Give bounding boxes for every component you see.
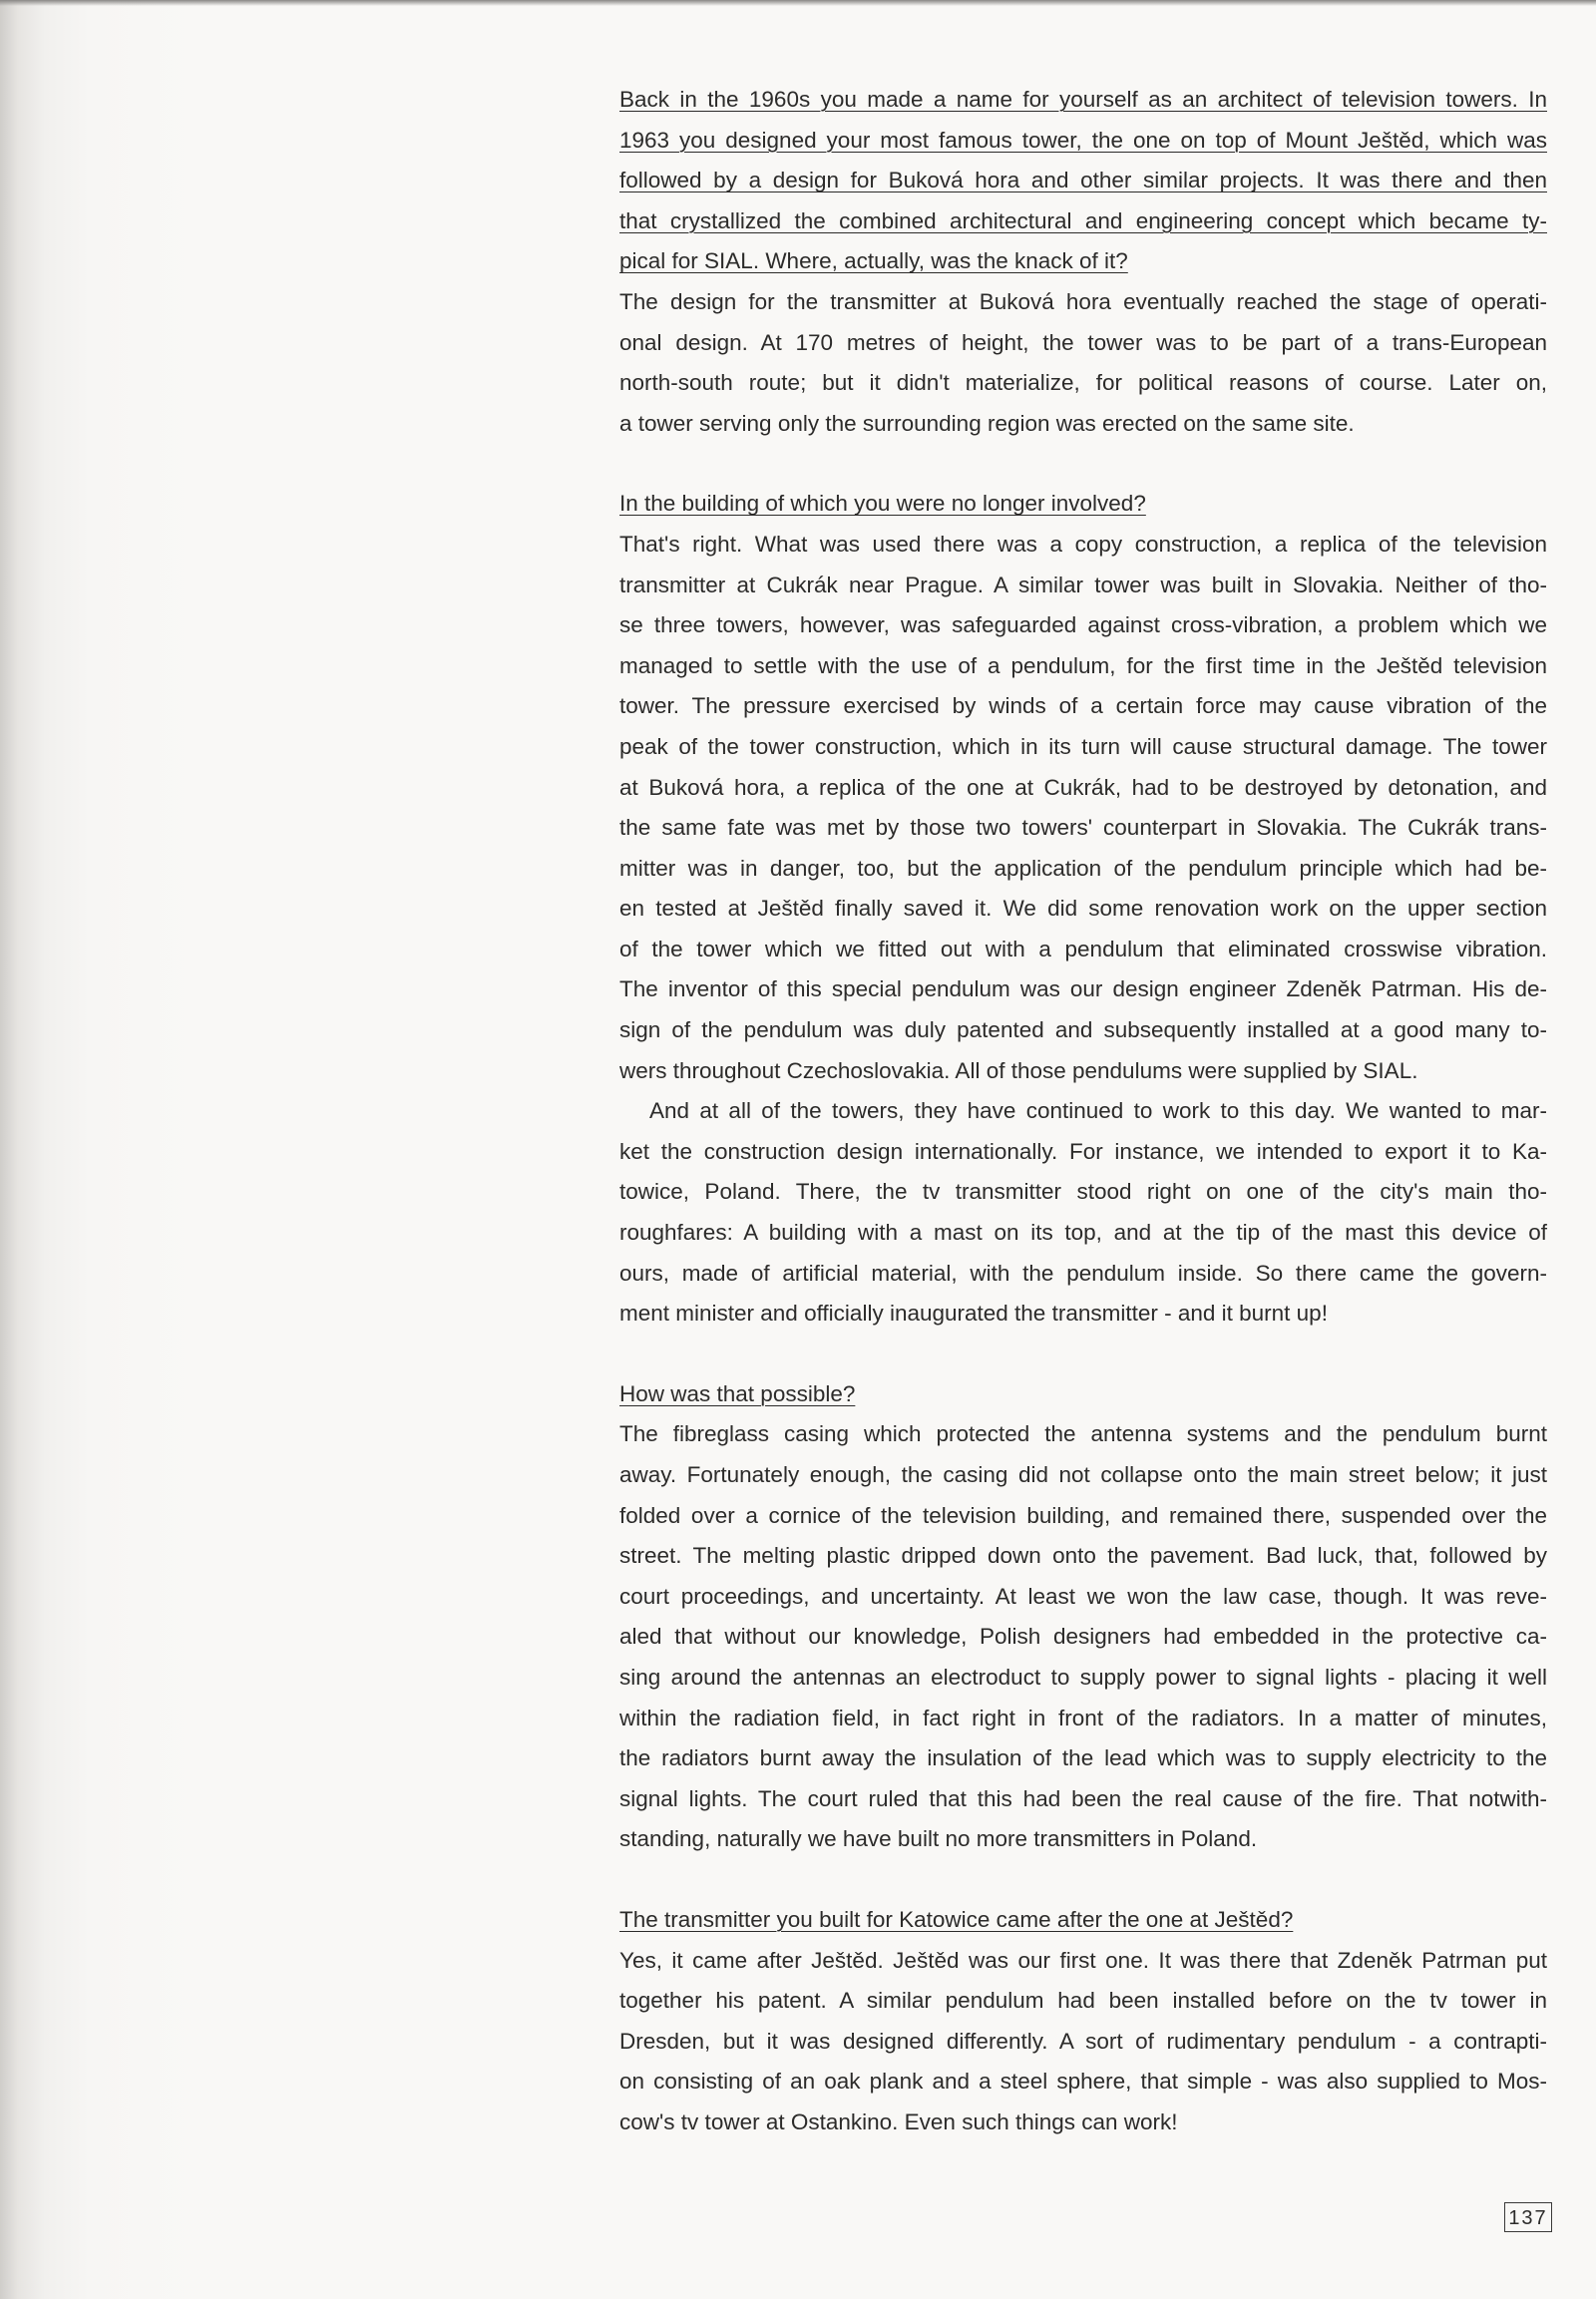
answer-line: the same fate was met by those two towers' counterpart in Slovakia. The Cukrák trans- bbox=[619, 815, 1547, 841]
answer-3 bbox=[619, 1414, 1547, 1860]
answer-line: The fibreglass casing which protected the antenna systems and the pendulum burnt bbox=[619, 1421, 1547, 1447]
answer-line: mitter was in danger, too, but the application of the pendulum principle which had be- bbox=[619, 855, 1547, 881]
question-2 bbox=[619, 484, 1547, 525]
answer-line: folded over a cornice of the television building, and remained there, suspended over the bbox=[619, 1502, 1547, 1528]
answer-line: The design for the transmitter at Buková hora eventually reached the stage of operati- bbox=[619, 288, 1547, 314]
question-1 bbox=[619, 80, 1547, 282]
answer-line: court proceedings, and uncertainty. At least we won the law case, though. It was reve- bbox=[619, 1583, 1547, 1609]
question-line: The transmitter you built for Katowice came after the one at Ještěd? bbox=[619, 1906, 1294, 1932]
answer-line: ment minister and officially inaugurated the transmitter - and it burnt up! bbox=[619, 1301, 1328, 1327]
answer-line: aled that without our knowledge, Polish designers had embedded in the protective ca- bbox=[619, 1624, 1547, 1650]
answer-line: en tested at Ještěd finally saved it. We did some renovation work on the upper section bbox=[619, 896, 1547, 922]
answer-line: tower. The pressure exercised by winds of a certain force may cause vibration of the bbox=[619, 693, 1547, 719]
page-edge-shadow bbox=[0, 0, 1596, 6]
answer-line: the radiators burnt away the insulation of the lead which was to supply electricity to the bbox=[619, 1745, 1547, 1771]
question-line: How was that possible? bbox=[619, 1380, 856, 1406]
answer-line: together his patent. A similar pendulum had been installed before on the tv tower in bbox=[619, 1988, 1547, 2014]
question-4 bbox=[619, 1900, 1547, 1941]
question-line: followed by a design for Buková hora and other similar projects. It was there and then bbox=[619, 168, 1547, 193]
answer-line: ours, made of artificial material, with the pendulum inside. So there came the govern- bbox=[619, 1260, 1547, 1286]
question-line: 1963 you designed your most famous tower, the one on top of Mount Ještěd, which was bbox=[619, 127, 1547, 153]
answer-line: onal design. At 170 metres of height, the tower was to be part of a trans-European bbox=[619, 329, 1547, 355]
answer-line: And at all of the towers, they have continued to work to this day. We wanted to mar- bbox=[649, 1098, 1547, 1124]
answer-line: Yes, it came after Ještěd. Ještěd was our first one. It was there that Zdeněk Patrman put bbox=[619, 1947, 1547, 1973]
answer-line: sing around the antennas an electroduct to supply power to signal lights - placing it well bbox=[619, 1664, 1547, 1690]
answer-line: north-south route; but it didn't materialize, for political reasons of course. Later on, bbox=[619, 370, 1547, 396]
answer-line: peak of the tower construction, which in its turn will cause structural damage. The tower bbox=[619, 733, 1547, 759]
answer-line: cow's tv tower at Ostankino. Even such things can work! bbox=[619, 2108, 1178, 2134]
answer-line: at Buková hora, a replica of the one at Cukrák, had to be destroyed by detonation, and bbox=[619, 774, 1547, 800]
answer-line: on consisting of an oak plank and a steel sphere, that simple - was also supplied to Mos- bbox=[619, 2069, 1547, 2095]
answer-line: sign of the pendulum was duly patented and subsequently installed at a good many to- bbox=[619, 1017, 1547, 1043]
answer-line: within the radiation field, in fact right in front of the radiators. In a matter of minutes, bbox=[619, 1705, 1547, 1730]
answer-line: transmitter at Cukrák near Prague. A similar tower was built in Slovakia. Neither of tho- bbox=[619, 572, 1547, 597]
answer-line: managed to settle with the use of a pendulum, for the first time in the Ještěd television bbox=[619, 652, 1547, 678]
answer-line: street. The melting plastic dripped down onto the pavement. Bad luck, that, followed by bbox=[619, 1543, 1547, 1569]
page-number: 137 bbox=[1504, 2202, 1552, 2232]
answer-2 bbox=[619, 525, 1547, 1335]
answer-line: The inventor of this special pendulum was our design engineer Zdeněk Patrman. His de- bbox=[619, 976, 1547, 1002]
answer-line: roughfares: A building with a mast on its top, and at the tip of the mast this device of bbox=[619, 1220, 1547, 1246]
answer-line: a tower serving only the surrounding region was erected on the same site. bbox=[619, 410, 1355, 436]
answer-line: ket the construction design internationally. For instance, we intended to export it to Ka- bbox=[619, 1138, 1547, 1164]
answer-4 bbox=[619, 1941, 1547, 2143]
answer-line: That's right. What was used there was a copy construction, a replica of the television bbox=[619, 531, 1547, 557]
answer-line: wers throughout Czechoslovakia. All of those pendulums were supplied by SIAL. bbox=[619, 1057, 1418, 1083]
answer-line: se three towers, however, was safeguarded against cross-vibration, a problem which we bbox=[619, 612, 1547, 638]
interview-text-column bbox=[619, 80, 1547, 2143]
interview-section-2 bbox=[619, 484, 1547, 1334]
answer-1 bbox=[619, 282, 1547, 444]
answer-line: away. Fortunately enough, the casing did not collapse onto the main street below; it just bbox=[619, 1462, 1547, 1487]
interview-section-3 bbox=[619, 1374, 1547, 1860]
answer-line: of the tower which we fitted out with a pendulum that eliminated crosswise vibration. bbox=[619, 936, 1547, 961]
question-line: that crystallized the combined architectural and engineering concept which became ty- bbox=[619, 207, 1547, 233]
interview-section-1 bbox=[619, 80, 1547, 444]
question-line: pical for SIAL. Where, actually, was the knack of it? bbox=[619, 248, 1128, 274]
question-3 bbox=[619, 1374, 1547, 1415]
answer-line: signal lights. The court ruled that this had been the real cause of the fire. That notwith- bbox=[619, 1785, 1547, 1811]
answer-line: standing, naturally we have built no more transmitters in Poland. bbox=[619, 1826, 1258, 1852]
answer-line: Dresden, but it was designed differently. A sort of rudimentary pendulum - a contrapti- bbox=[619, 2028, 1547, 2054]
question-line: Back in the 1960s you made a name for yourself as an architect of television towers. In bbox=[619, 87, 1547, 112]
question-line: In the building of which you were no longer involved? bbox=[619, 491, 1146, 517]
interview-section-4 bbox=[619, 1900, 1547, 2143]
answer-line: towice, Poland. There, the tv transmitter stood right on one of the city's main tho- bbox=[619, 1179, 1547, 1205]
